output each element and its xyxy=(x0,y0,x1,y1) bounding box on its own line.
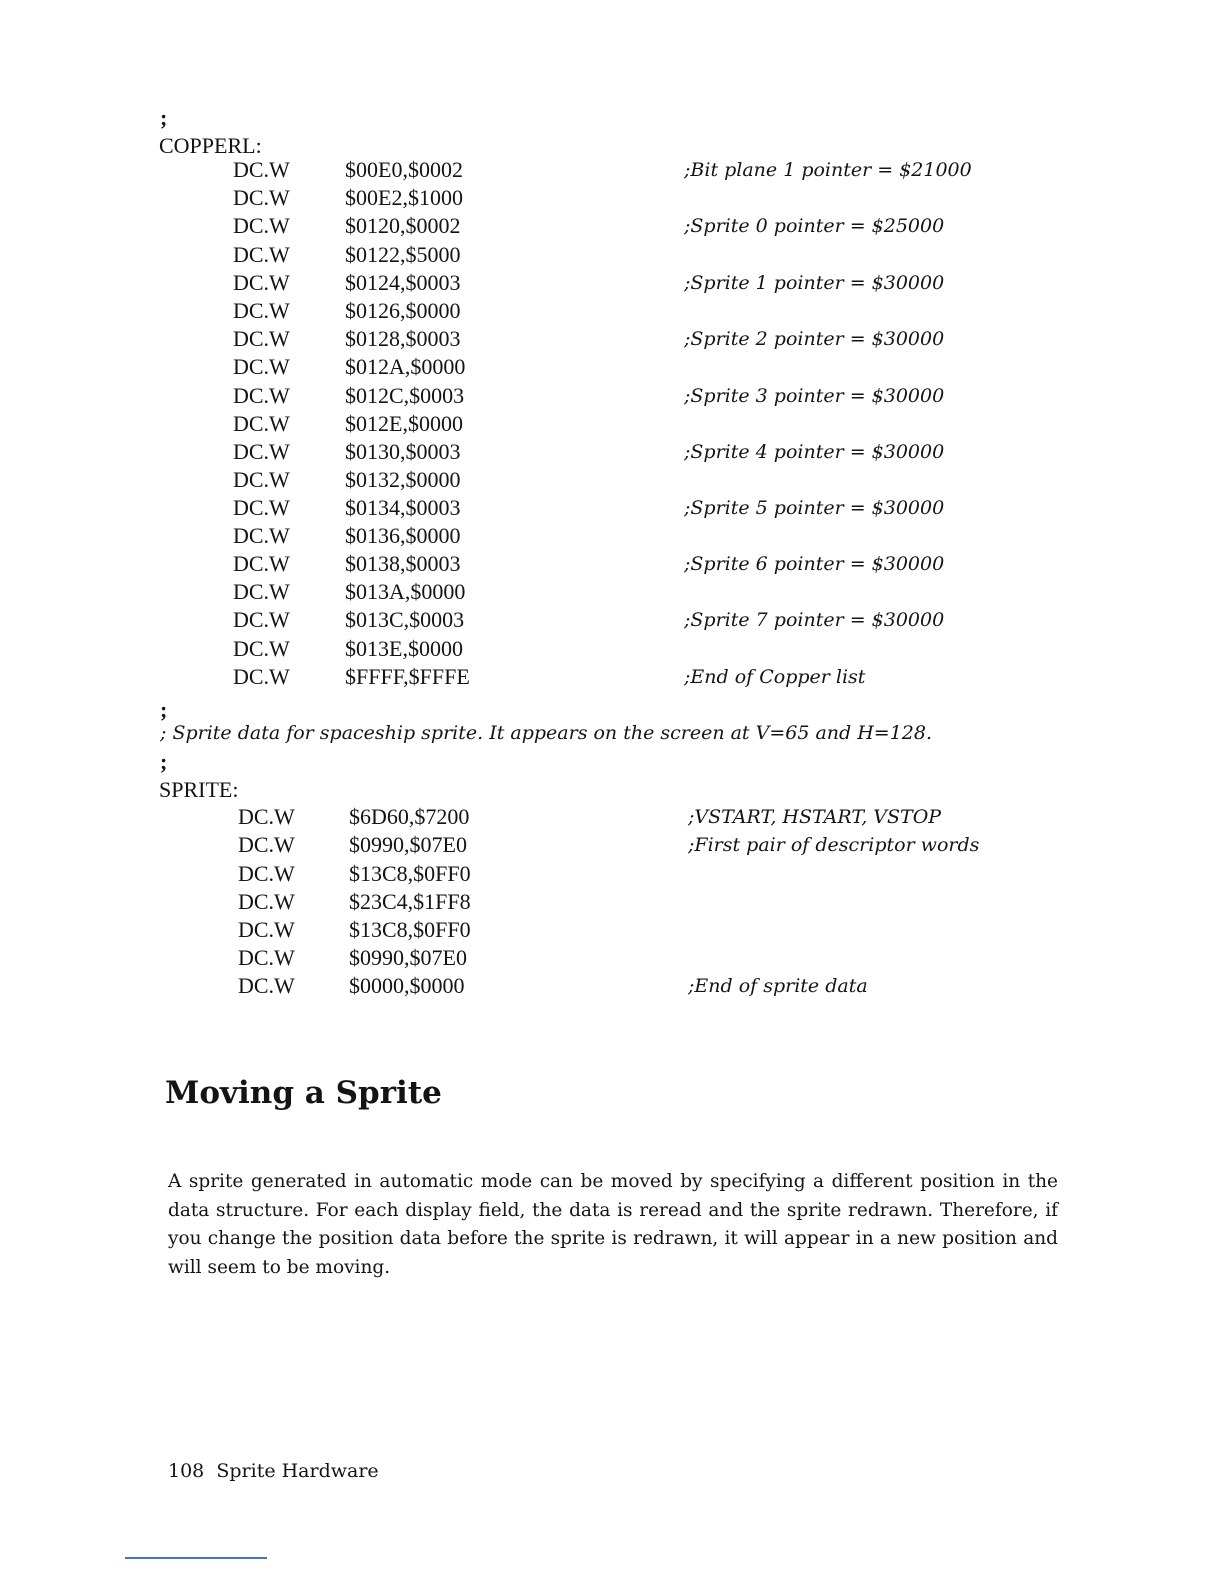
operands: $6D60,$7200 xyxy=(349,804,470,829)
directive: DC.W xyxy=(233,579,290,604)
chapter-title: Sprite Hardware xyxy=(216,1460,379,1482)
operands: $23C4,$1FF8 xyxy=(349,889,471,914)
directive: DC.W xyxy=(233,411,290,436)
operands: $13C8,$0FF0 xyxy=(349,861,471,886)
page-number: 108 xyxy=(168,1460,205,1482)
body-paragraph: A sprite generated in automatic mode can be moved by specifying a different position in the data structure. For each display field, the data is reread and the sprite redrawn. Therefore, if you change the position data before the sprite is redrawn, it will appear in a new position and will seem to be moving. xyxy=(168,1171,1058,1278)
directive: DC.W xyxy=(233,213,290,238)
sprite-label: SPRITE: xyxy=(159,777,239,802)
directive: DC.W xyxy=(233,636,290,661)
directive: DC.W xyxy=(238,804,295,829)
operands: $012E,$0000 xyxy=(345,411,463,436)
operands: $00E0,$0002 xyxy=(345,157,463,182)
operands: $0130,$0003 xyxy=(345,439,461,464)
code-comment: ;First pair of descriptor words xyxy=(688,834,980,856)
directive: DC.W xyxy=(233,383,290,408)
code-comment: ;Sprite 3 pointer = $30000 xyxy=(684,385,945,407)
operands: $012C,$0003 xyxy=(345,383,465,408)
code-comment: ;Sprite 2 pointer = $30000 xyxy=(684,328,945,350)
directive: DC.W xyxy=(238,917,295,942)
directive: DC.W xyxy=(238,945,295,970)
comment-separator: ; xyxy=(160,105,168,130)
directive: DC.W xyxy=(238,889,295,914)
directive: DC.W xyxy=(233,607,290,632)
copper-list-label: COPPERL: xyxy=(159,133,262,158)
directive: DC.W xyxy=(238,861,295,886)
directive: DC.W xyxy=(233,467,290,492)
directive: DC.W xyxy=(233,185,290,210)
code-comment: ;Sprite 1 pointer = $30000 xyxy=(684,272,945,294)
directive: DC.W xyxy=(233,298,290,323)
directive: DC.W xyxy=(233,495,290,520)
directive: DC.W xyxy=(233,523,290,548)
operands: $012A,$0000 xyxy=(345,354,466,379)
directive: DC.W xyxy=(233,270,290,295)
code-comment: ;Sprite 7 pointer = $30000 xyxy=(684,609,945,631)
code-comment: ;End of Copper list xyxy=(684,666,866,688)
directive: DC.W xyxy=(233,157,290,182)
section-heading: Moving a Sprite xyxy=(165,1075,442,1111)
code-comment: ;Bit plane 1 pointer = $21000 xyxy=(684,159,972,181)
operands: $0132,$0000 xyxy=(345,467,461,492)
code-comment: ;Sprite 6 pointer = $30000 xyxy=(684,553,945,575)
operands: $13C8,$0FF0 xyxy=(349,917,471,942)
comment-separator: ; xyxy=(160,697,168,722)
operands: $0990,$07E0 xyxy=(349,832,467,857)
code-comment: ;VSTART, HSTART, VSTOP xyxy=(688,806,942,828)
code-comment: ;Sprite 4 pointer = $30000 xyxy=(684,441,945,463)
bottom-rule xyxy=(125,1557,267,1559)
operands: $0124,$0003 xyxy=(345,270,461,295)
operands: $0126,$0000 xyxy=(345,298,461,323)
operands: $0990,$07E0 xyxy=(349,945,467,970)
operands: $0128,$0003 xyxy=(345,326,461,351)
operands: $FFFF,$FFFE xyxy=(345,664,470,689)
code-comment: ;Sprite 5 pointer = $30000 xyxy=(684,497,945,519)
directive: DC.W xyxy=(233,551,290,576)
operands: $013A,$0000 xyxy=(345,579,466,604)
operands: $0138,$0003 xyxy=(345,551,461,576)
operands: $0000,$0000 xyxy=(349,973,465,998)
directive: DC.W xyxy=(238,832,295,857)
operands: $0136,$0000 xyxy=(345,523,461,548)
operands: $013C,$0003 xyxy=(345,607,465,632)
sprite-data-comment: ; Sprite data for spaceship sprite. It appears on the screen at V=65 and H=128. xyxy=(160,722,933,744)
operands: $0122,$5000 xyxy=(345,242,461,267)
directive: DC.W xyxy=(233,354,290,379)
directive: DC.W xyxy=(238,973,295,998)
page-footer xyxy=(168,1457,379,1485)
code-comment: ;End of sprite data xyxy=(688,975,868,997)
operands: $0134,$0003 xyxy=(345,495,461,520)
directive: DC.W xyxy=(233,439,290,464)
directive: DC.W xyxy=(233,326,290,351)
directive: DC.W xyxy=(233,664,290,689)
operands: $00E2,$1000 xyxy=(345,185,463,210)
comment-separator: ; xyxy=(160,749,168,774)
directive: DC.W xyxy=(233,242,290,267)
code-comment: ;Sprite 0 pointer = $25000 xyxy=(684,215,945,237)
operands: $013E,$0000 xyxy=(345,636,463,661)
operands: $0120,$0002 xyxy=(345,213,461,238)
